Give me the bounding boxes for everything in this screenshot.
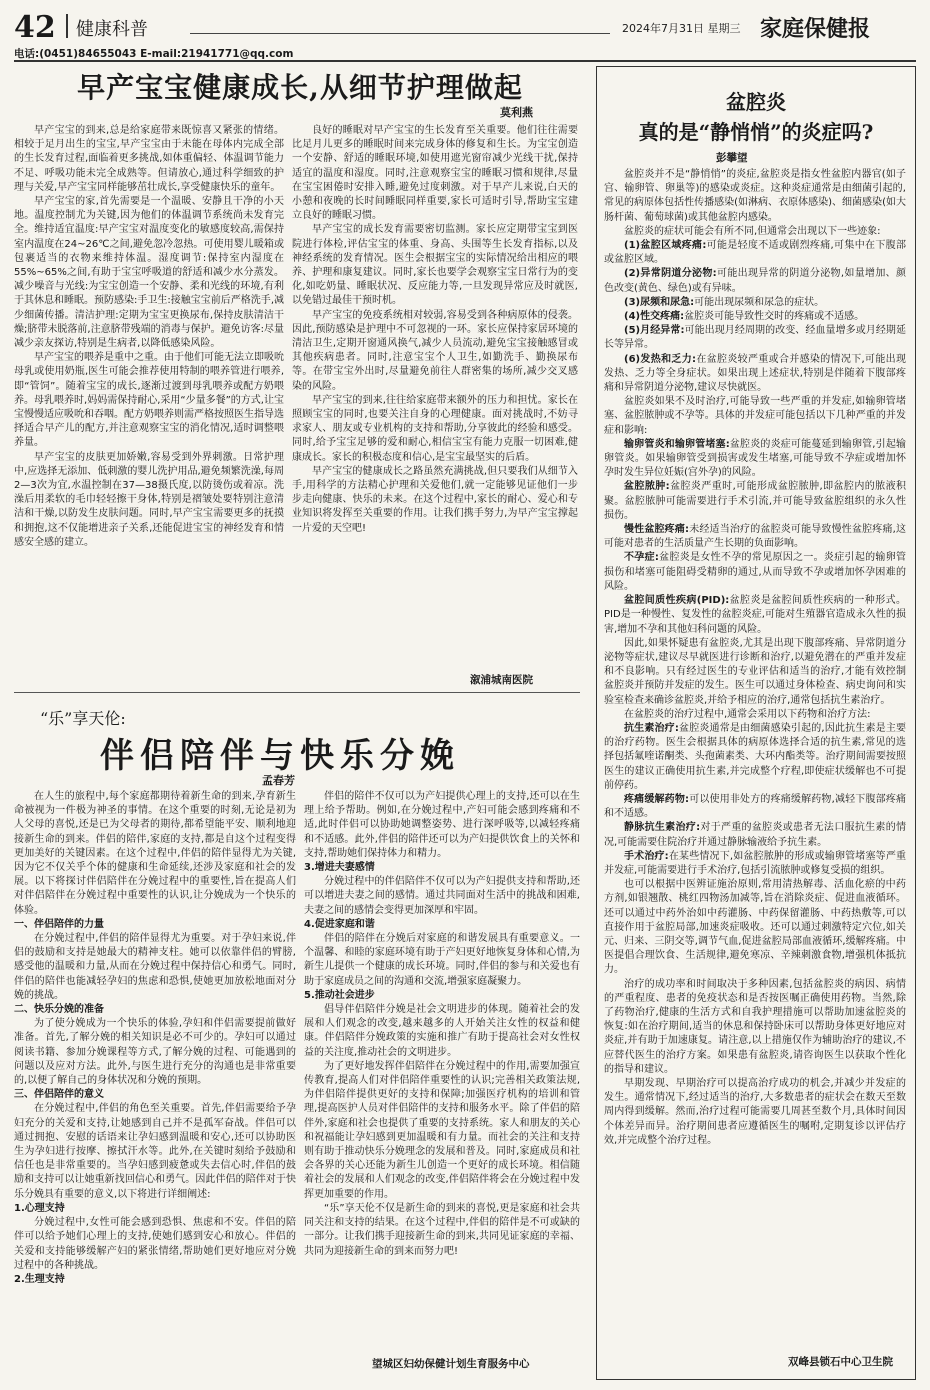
paragraph-lead: (5)月经异常:: [624, 325, 685, 337]
article1-author: 莫利燕: [500, 106, 533, 119]
paragraph-text: 可能出现异常的阴道分泌物,如量增加、颜色改变(黄色、绿色)或有异味。: [604, 268, 906, 294]
top-rule: [14, 60, 916, 62]
article1-left-column: [14, 124, 284, 684]
article2-kicker: “乐”享天伦:: [40, 709, 126, 728]
paragraph-text: 对于严重的盆腔炎或患者无法口服抗生素的情况,可能需要住院治疗并通过静脉输液给予抗生素。: [604, 822, 906, 848]
paragraph: 在分娩过程中,伴侣的角色至关重要。首先,伴侣需要给予孕妇充分的关爱和支持,让她感到自己并不是孤军奋战。伴侣可以通过拥抱、安慰的话语来让孕妇感到温暖和安心,还可以协助医生为孕妇进行按摩、擦拭汗水等。此外,在关键时刻给予鼓励和信任也是非常重要的。当孕妇感到疲惫或失去信心时,伴侣的鼓励和支持可以让她重新找回信心和勇气。因此伴侣的陪伴对于快乐分娩具有重要的意义,以下将进行详细阐述:: [14, 1103, 296, 1200]
paragraph-lead: 盆腔脓肿:: [624, 481, 670, 493]
paragraph-text: 早期发现、早期治疗可以提高治疗成功的机会,并减少并发症的发生。通常情况下,经过适当的治疗,大多数患者的症状会在数天至数周内得到缓解。然而,治疗过程可能需要几周甚至数个月,具体时间因个体差异而异。治疗期间患者应遵循医生的嘱咐,定期复诊以评估疗效,并完成整个治疗过程。: [604, 1078, 906, 1146]
paragraph-text: 也可以根据中医辨证施治原则,常用清热解毒、活血化瘀的中药方剂,如银翘散、桃红四物汤加减等,旨在消除炎症、促进血液循环。还可以通过中药外治如中药灌肠、中药保留灌肠、中药热敷等,可以直接作用于盆腔局部,加速炎症吸收。还可以通过刺激特定穴位,如关元、归来、三阴交等,调节气血,促进盆腔局部血液循环,缓解疼痛。中医提倡合理饮食、生活规律,避免寒凉、辛辣刺激食物,增强机体抵抗力。: [604, 879, 906, 976]
paragraph: [604, 480, 906, 523]
subheading: 1.心理支持: [14, 1202, 65, 1214]
paragraph: 在分娩过程中,伴侣的陪伴显得尤为重要。对于孕妇来说,伴侣的鼓励和支持是她最大的精神支柱。她可以依靠伴侣的臂膀,感受他的温暖和力量,从而在分娩过程中保持信心和勇气。同时,伴侣的陪伴也能减轻孕妇的焦虑和恐惧,使她更加放松地面对分娩的挑战。: [14, 933, 296, 1001]
paragraph: [604, 239, 906, 267]
article2-title: 伴侣陪伴与快乐分娩: [100, 736, 460, 776]
paragraph-lead: 不孕症:: [624, 552, 659, 564]
subheading: 4.促进家庭和谐: [304, 918, 375, 930]
paragraph-text: 盆腔炎的炎症可能蔓延到输卵管,引起输卵管炎。如果输卵管受到损害或发生堵塞,可能导致不孕症或增加怀孕时发生异位妊娠(宫外孕)的风险。: [604, 438, 906, 479]
paragraph-text: 在某些情况下,如盆腔脓肿的形成或输卵管堵塞等严重并发症,可能需要进行手术治疗,包括引流脓肿或修复受损的组织。: [604, 850, 906, 876]
paragraph-text: 治疗的成功率和时间取决于多种因素,包括盆腔炎的病因、病情的严重程度、患者的免疫状态和是否按医嘱正确使用药物。当然,除了药物治疗,健康的生活方式和自我护理措施可以帮助加速盆腔炎的恢复:如在治疗期间,适当的休息和保持卧床可以帮助身体更好地应对炎症,并有助于加速康复。请注意,以上措施仅作为辅助治疗的建议,不应替代医生的治疗方案。如果患有盆腔炎,请咨询医生以获取个性化的指导和建议。: [604, 978, 906, 1075]
paragraph-text: 盆腔炎可能导致性交时的疼痛或不适感。: [684, 311, 865, 323]
article2-right-column: [304, 790, 580, 1352]
paragraph-lead: 疼痛缓解药物:: [624, 793, 690, 805]
paragraph: 分娩过程中,女性可能会感到恐惧、焦虑和不安。伴侣的陪伴可以给予她们心理上的支持,使她们感到安心和放心。伴侣的关爱和支持能够缓解产妇的紧张情绪,帮助她们更好地应对分娩过程中的各种挑战。: [14, 1217, 296, 1271]
paragraph: 早产宝宝的健康成长之路虽然充满挑战,但只要我们从细节入手,用科学的方法精心护理和关爱他们,就一定能够见证他们一步步走向健康、快乐的未来。在这个过程中,家长的耐心、爱心和专业知识将发挥至关重要的作用。让我们携手努力,为早产宝宝撑起一片爱的天空吧!: [292, 465, 578, 534]
subheading: 3.增进夫妻感情: [304, 862, 375, 874]
paragraph-lead: (1)盆腔区域疼痛:: [624, 240, 707, 252]
paragraph: 早产宝宝的成长发育需要密切监测。家长应定期带宝宝到医院进行体检,评估宝宝的体重、身高、头围等生长发育指标,以及神经系统的发育情况。医生会根据宝宝的实际情况给出相应的喂养、护理和康复建议。同时,家长也要学会观察宝宝日常行为的变化,如吃奶量、睡眠状况、反应能力等,一旦发现异常应及时就医,以免错过最佳干预时机。: [292, 224, 578, 307]
article2-organization: 望城区妇幼保健计划生育服务中心: [372, 1358, 530, 1370]
paragraph-text: 盆腔炎的症状可能会有所不同,但通常会出现以下一些迹象:: [624, 225, 881, 237]
article1-right-column: [292, 124, 578, 669]
paragraph-text: 可能出现尿频和尿急的症状。: [694, 296, 825, 308]
paragraph: [604, 267, 906, 295]
paragraph-text: 可能出现月经周期的改变、经血量增多或月经期延长等异常。: [604, 325, 906, 351]
paragraph: 伴侣的陪伴在分娩后对家庭的和谐发展具有重要意义。一个温馨、和睦的家庭环境有助于产妇更好地恢复身体和心情,为新生儿提供一个健康的成长环境。同时,伴侣的参与和关爱也有助于家庭成员之间的沟通和交流,增强家庭凝聚力。: [304, 933, 580, 987]
article2-left-column: [14, 790, 296, 1380]
paragraph: 良好的睡眠对早产宝宝的生长发育至关重要。他们往往需要比足月儿更多的睡眠时间来完成身体的修复和生长。为宝宝创造一个安静、舒适的睡眠环境,如使用遮光窗帘减少光线干扰,保持适宜的温度和湿度。同时,注意观察宝宝的睡眠习惯和规律,尽量在宝宝困倦时安排入睡,避免过度刺激。对于早产儿来说,白天的小憩和夜晚的长时间睡眠同样重要,家长可适时引导,帮助宝宝建立良好的睡眠习惯。: [292, 125, 578, 222]
paragraph: 为了更好地发挥伴侣陪伴在分娩过程中的作用,需要加强宣传教育,提高人们对伴侣陪伴重要性的认识;完善相关政策法规,为伴侣陪伴提供更好的支持和保障;加强医疗机构的培训和管理,提高医护人员对伴侣陪伴的支持和服务水平。除了伴侣的陪伴外,家庭和社会也提供了重要的支持系统。家人和朋友的关心和祝福能让孕妇感到更加温暖和有力量。而社会的关注和支持则有助于推动快乐分娩理念的发展和普及。同时,家庭成员和社会各界的关心还能为新生儿创造一个更好的成长环境。相信随着社会的发展和人们观念的改变,伴侣陪伴将会在分娩过程中发挥更加重要的作用。: [304, 1060, 580, 1200]
paragraph: 分娩过程中的伴侣陪伴不仅可以为产妇提供支持和帮助,还可以增进夫妻之间的感情。通过共同面对生活中的挑战和困难,夫妻之间的感情会变得更加深厚和牢固。: [304, 876, 580, 916]
article3-author: 彭攀望: [716, 152, 748, 164]
paragraph-text: 因此,如果怀疑患有盆腔炎,尤其是出现下腹部疼痛、异常阴道分泌物等症状,建议尽早就医进行诊断和治疗,以避免潜在的严重并发症和不良影响。只有经过医生的专业评估和适当的治疗,才能有效控制盆腔炎并预防并发症的发生。医生可以通过身体检查、病史询问和实验室检查来确诊盆腔炎,并给予相应的治疗,通常包括抗生素治疗。: [604, 637, 906, 706]
paragraph: [604, 708, 906, 722]
paragraph-text: 盆腔炎如果不及时治疗,可能导致一些严重的并发症,如输卵管堵塞、盆腔脓肿或不孕等。具体的并发症可能包括以下几种严重的并发症和影响:: [604, 396, 906, 436]
paragraph-text: 在盆腔炎较严重或合并感染的情况下,可能出现发热、乏力等全身症状。如果出现上述症状,特别是伴随着下腹部疼痛和异常阴道分泌物,建议尽快就医。: [604, 353, 906, 394]
middle-rule: [14, 692, 580, 693]
paragraph: 早产宝宝的到来,总是给家庭带来既惊喜又紧张的情绪。相较于足月出生的宝宝,早产宝宝由于未能在母体内完成全部的生长发育过程,面临着更多挑战,如体重偏轻、体温调节能力不足、呼吸功能未完全成熟等。但请放心,通过科学细致的护理与关爱,早产宝宝同样能够茁壮成长,享受健康快乐的童年。: [14, 125, 284, 193]
paragraph: 伴侣的陪伴不仅可以为产妇提供心理上的支持,还可以在生理上给予帮助。例如,在分娩过程中,产妇可能会感到疼痛和不适,此时伴侣可以协助她调整姿势、进行深呼吸等,以减轻疼痛和不适感。此外,伴侣的陪伴还可以为产妇提供饮食上的关怀和支持,帮助她们保持体力和精力。: [304, 791, 580, 859]
paragraph: “乐”享天伦不仅是新生命的到来的喜悦,更是家庭和社会共同关注和支持的结果。在这个过程中,伴侣的陪伴是不可或缺的一部分。让我们携手迎接新生命的到来,共同见证家庭的幸福、共同为迎接新生命的到来而努力吧!: [304, 1202, 580, 1257]
paragraph: [604, 594, 906, 637]
paragraph: [604, 438, 906, 481]
header-rule: [190, 33, 610, 34]
paragraph: [604, 821, 906, 849]
paragraph-text: 盆腔炎是女性不孕的常见原因之一。炎症引起的输卵管损伤和堵塞可能阻碍受精卵的通过,从而导致不孕或增加怀孕困难的风险。: [604, 552, 906, 592]
paragraph: 早产宝宝的喂养是重中之重。由于他们可能无法立即吸吮母乳或使用奶瓶,医生可能会推荐使用特制的喂养管进行喂养,即“管饲”。随着宝宝的成长,逐渐过渡到母乳喂养或配方奶喂养。母乳喂养时,妈妈需保持耐心,采用“少量多餐”的方式,让宝宝慢慢适应吸吮和吞咽。配方奶喂养则需严格按照医生指导选择适合早产儿的配方,并注意观察宝宝的消化情况,适时调整喂养量。: [14, 352, 284, 449]
paragraph: [604, 850, 906, 878]
paragraph-lead: 盆腔间质性疾病(PID):: [624, 595, 730, 607]
paragraph: [604, 168, 906, 225]
paragraph-lead: (2)异常阴道分泌物:: [624, 268, 717, 280]
paragraph: [604, 1077, 906, 1148]
paragraph-lead: 抗生素治疗:: [624, 722, 679, 734]
paragraph-text: 盆腔炎并不是“静悄悄”的炎症,盆腔炎是指女性盆腔内器官(如子宫、输卵管、卵巢等)的感染或炎症。这种炎症通常是由细菌引起的,常见的病原体包括性传播感染(如淋病、衣原体感染)、细菌感染(如大肠杆菌、葡萄球菌)或其他盆腔内感染。: [604, 169, 906, 223]
paragraph: [604, 310, 906, 324]
paragraph: [604, 978, 906, 1077]
paragraph-text: 可能是轻度不适或剧烈疼痛,可集中在下腹部或盆腔区域。: [604, 240, 906, 266]
paragraph-lead: 手术治疗:: [624, 850, 669, 862]
subheading: 二、快乐分娩的准备: [14, 1004, 104, 1016]
paragraph: [604, 551, 906, 594]
article1-title: 早产宝宝健康成长,从细节护理做起: [77, 71, 523, 104]
newspaper-name: 家庭保健报: [760, 16, 871, 42]
paragraph: 早产宝宝的免疫系统相对较弱,容易受到各种病原体的侵袭。因此,预防感染是护理中不可忽视的一环。家长应保持家居环境的清洁卫生,定期开窗通风换气,减少人员流动,避免宝宝接触感冒或其他疾病患者。同时,注意宝宝个人卫生,如勤洗手、勤换尿布等。在带宝宝外出时,尽量避免前往人群密集的场所,减少交叉感染的风险。: [292, 309, 578, 392]
paragraph: 早产宝宝的家,首先需要是一个温暖、安静且干净的小天地。温度控制尤为关键,因为他们的体温调节系统尚未发育完全。维持适宜温度:早产宝宝对温度变化的敏感度较高,需保持室内温度在24~26℃之间,避免忽冷忽热。可使用婴儿暖箱或包裹适当的衣物来维持体温。湿度调节:保持室内湿度在55%~65%之间,有助于宝宝呼吸道的舒适和减少水分蒸发。减少噪音与光线:为宝宝创造一个安静、柔和光线的环境,有利于其休息和睡眠。预防感染:手卫生:接触宝宝前后严格洗手,减少细菌传播。清洁护理:定期为宝宝更换尿布,保持皮肤清洁干燥;脐带未脱落前,注意脐带残端的消毒与保护。避免访客:尽量减少亲友探访,特别是生病者,以降低感染风险。: [14, 196, 284, 350]
paragraph-text: 未经适当治疗的盆腔炎可能导致慢性盆腔疼痛,这可能对患者的生活质量产生长期的负面影响。: [604, 524, 906, 550]
paragraph: [604, 395, 906, 438]
paragraph-lead: (4)性交疼痛:: [624, 311, 685, 323]
header-separator: [66, 14, 68, 38]
subheading: 一、伴侣陪伴的力量: [14, 918, 104, 930]
issue-date: 2024年7月31日 星期三: [622, 22, 741, 35]
section-title: 健康科普: [76, 19, 148, 40]
paragraph-lead: 慢性盆腔疼痛:: [624, 524, 690, 536]
article3-organization: 双峰县锁石中心卫生院: [788, 1356, 893, 1368]
paragraph-lead: 静脉抗生素治疗:: [624, 822, 701, 834]
paragraph-text: 可以使用非处方的疼痛缓解药物,减轻下腹部疼痛和不适感。: [604, 793, 906, 820]
subheading: 5.推动社会进步: [304, 989, 375, 1001]
article3-body: [604, 168, 906, 1346]
article3-title-line2: 真的是“静悄悄”的炎症吗?: [638, 120, 874, 144]
paragraph-lead: (3)尿频和尿急:: [624, 296, 695, 308]
article3-title-line1: 盆腔炎: [726, 90, 786, 114]
paragraph: 早产宝宝的到来,往往给家庭带来额外的压力和担忧。家长在照顾宝宝的同时,也要关注自身的心理健康。面对挑战时,不妨寻求家人、朋友或专业机构的支持和帮助,分享彼此的经验和感受。同时,给予宝宝足够的爱和耐心,相信宝宝有能力克服一切困难,健康成长。家长的积极态度和信心,是宝宝最坚实的后盾。: [292, 394, 578, 463]
paragraph-text: 盆腔炎严重时,可能形成盆腔脓肿,即盆腔内的脓液积聚。盆腔脓肿可能需要进行手术引流,并可能导致盆腔组织的永久性损伤。: [604, 481, 906, 521]
subheading: 三、伴侣陪伴的意义: [14, 1089, 104, 1101]
page-number: 42: [14, 10, 56, 45]
paragraph: [604, 637, 906, 708]
paragraph: [604, 722, 906, 793]
contact-line: 电话:(0451)84655043 E-mail:21941771@qq.com: [14, 48, 294, 60]
paragraph: [604, 353, 906, 396]
paragraph: [604, 878, 906, 977]
paragraph: [604, 523, 906, 551]
paragraph-text: 盆腔炎是盆腔间质性疾病的一种形式。PID是一种慢性、复发性的盆腔炎症,可能对生殖器官造成永久性的损害,增加不孕和其他妇科问题的风险。: [604, 595, 906, 635]
paragraph-lead: 输卵管炎和输卵管堵塞:: [624, 438, 730, 450]
paragraph: 为了使分娩成为一个快乐的体验,孕妇和伴侣需要提前做好准备。首先,了解分娩的相关知识是必不可少的。孕妇可以通过阅读书籍、参加分娩课程等方式,了解分娩的过程、可能遇到的问题以及应对方法。此外,与医生进行充分的沟通也是非常重要的,以便了解自己的身体状况和分娩的预期。: [14, 1018, 296, 1087]
paragraph-lead: (6)发热和乏力:: [624, 353, 697, 365]
article2-author: 孟春芳: [262, 774, 295, 787]
subheading: 2.生理支持: [14, 1273, 65, 1285]
paragraph: 倡导伴侣陪伴分娩是社会文明进步的体现。随着社会的发展和人们观念的改变,越来越多的人开始关注女性的权益和健康。伴侣陪伴分娩政策的实施和推广有助于提高社会对女性权益的关注度,推动社会的文明进步。: [304, 1004, 580, 1058]
paragraph-text: 在盆腔炎的治疗过程中,通常会采用以下药物和治疗方法:: [624, 708, 871, 720]
paragraph: [604, 296, 906, 310]
paragraph-text: 盆腔炎通常是由细菌感染引起的,因此抗生素是主要的治疗药物。医生会根据具体的病原体选择合适的抗生素,常见的选择包括氟喹诺酮类、头孢菌素类、大环内酯类等。治疗期间需要按照医生的建议正确使用抗生素,并完成整个疗程,即使症状缓解也不可提前停药。: [604, 722, 906, 791]
article1-organization: 溆浦城南医院: [470, 674, 533, 686]
paragraph: 早产宝宝的皮肤更加娇嫩,容易受到外界刺激。日常护理中,应选择无添加、低刺激的婴儿洗护用品,避免频繁洗澡,每周2—3次为宜,水温控制在37—38摄氏度,以防烫伤或着凉。洗澡后用柔软的毛巾轻轻擦干身体,特别是褶皱处要特别注意清洁和干燥,以防发生皮肤问题。同时,早产宝宝需要更多的抚摸和拥抱,这不仅能增进亲子关系,还能促进宝宝的神经发育和情感安全感的建立。: [14, 451, 284, 548]
paragraph: [604, 793, 906, 821]
paragraph: [604, 225, 906, 239]
paragraph: [604, 324, 906, 352]
paragraph: 在人生的旅程中,每个家庭都期待着新生命的到来,孕育新生命被视为一件极为神圣的事情。在这个重要的时刻,无论是初为人父母的喜悦,还是已为父母者的期待,都希望能平安、顺利地迎接新生命的到来。伴侣的陪伴,家庭的支持,都是自这个过程变得更加美好的关键因素。在这个过程中,伴侣的陪伴显得尤为关键,因为它不仅关乎个体的健康和生命延续,还涉及家庭和社会的发展。以下将探讨伴侣陪伴在分娩过程中的重要性,旨在提高人们对伴侣陪伴在分娩过程中重要性的认识,让分娩成为一个快乐的体验。: [14, 791, 296, 916]
